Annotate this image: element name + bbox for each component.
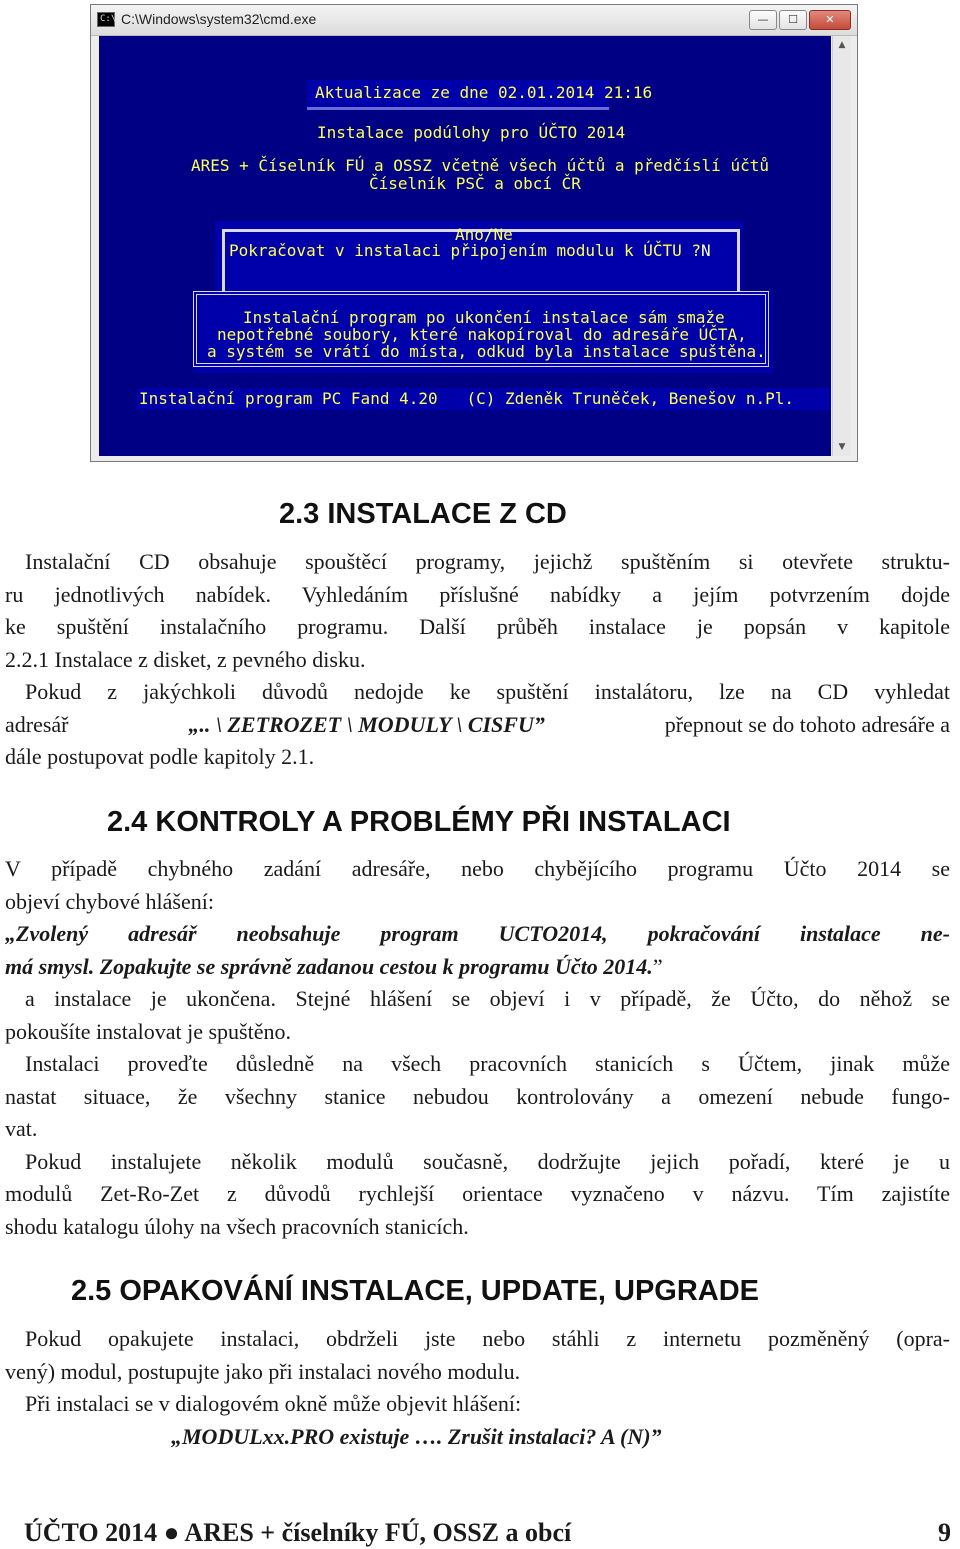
text-line: Pokud opakujete instalaci, obdrželi jste nebo stáhli z internetu pozměněný (opra- bbox=[25, 1326, 950, 1351]
module-exists-message: „MODULxx.PRO existuje …. Zrušit instalaci? A (N)” bbox=[171, 1423, 662, 1449]
heading-2-3: 2.3 INSTALACE Z CD bbox=[279, 498, 567, 530]
minimize-button[interactable]: — bbox=[749, 10, 777, 30]
ares-line: ARES + Číselník FÚ a OSSZ včetně všech účtů a předčíslí účtů bbox=[191, 156, 769, 175]
window-title: C:\Windows\system32\cmd.exe bbox=[121, 11, 317, 27]
text-line: vený) modul, postupujte jako při instalaci nového modulu. bbox=[5, 1358, 521, 1384]
info-line-3: a systém se vrátí do místa, odkud byla instalace spuštěna. bbox=[207, 342, 766, 361]
text-line: V případě chybného zadání adresáře, nebo chybějícího programu Účto 2014 se bbox=[5, 856, 950, 881]
scrollbar[interactable] bbox=[832, 36, 851, 456]
cmd-window bbox=[90, 4, 858, 462]
heading-2-4: 2.4 KONTROLY A PROBLÉMY PŘI INSTALACI bbox=[107, 806, 731, 838]
console-screen bbox=[99, 36, 831, 456]
close-button[interactable]: ✕ bbox=[809, 10, 851, 30]
text-fragment: adresář bbox=[5, 711, 69, 737]
heading-2-5: 2.5 OPAKOVÁNÍ INSTALACE, UPDATE, UPGRADE bbox=[71, 1275, 760, 1307]
text-line: a instalace je ukončena. Stejné hlášení se objeví i v případě, že Účto, do něhož se bbox=[25, 986, 950, 1011]
text-line: Instalační CD obsahuje spouštěcí programy, jejichž spuštěním si otevřete struktu- bbox=[25, 549, 950, 574]
text-line: vat. bbox=[5, 1116, 38, 1141]
text-line: pokoušíte instalovat je spuštěno. bbox=[5, 1018, 291, 1044]
prompt-header: Ano/Ne bbox=[455, 225, 513, 244]
section-2-3-body bbox=[5, 546, 950, 774]
scroll-down-icon[interactable]: ▼ bbox=[838, 442, 846, 452]
text-line: Pokud z jakýchkoli důvodů nedojde ke spuštění instalátoru, lze na CD vyhledat bbox=[25, 679, 950, 704]
text-line: Instalaci proveďte důsledně na všech pracovních stanicích s Účtem, jinak může bbox=[25, 1051, 950, 1076]
info-line-2: nepotřebné soubory, které nakopíroval do adresáře ÚČTA, bbox=[217, 325, 747, 344]
section-2-5-body bbox=[5, 1323, 950, 1453]
cmd-icon: C:\ bbox=[97, 12, 115, 27]
window-titlebar[interactable] bbox=[91, 5, 857, 36]
maximize-button[interactable]: ☐ bbox=[779, 10, 807, 30]
prompt-question: Pokračovat v instalaci připojením modulu k ÚČTU ? bbox=[229, 241, 702, 260]
prompt-answer-input[interactable]: N bbox=[701, 241, 711, 260]
text-line bbox=[5, 709, 950, 742]
text-line: Při instalaci se v dialogovém okně může objevit hlášení: bbox=[25, 1391, 522, 1416]
install-title: Instalace podúlohy pro ÚČTO 2014 bbox=[317, 123, 626, 142]
cd-path: „.. \ ZETROZET \ MODULY \ CISFU” bbox=[188, 711, 545, 737]
text-line: 2.2.1 Instalace z disket, z pevného disku. bbox=[5, 646, 366, 672]
text-line: Pokud instalujete několik modulů současně, dodržujte jejich pořadí, které je u bbox=[25, 1148, 950, 1174]
text-line: dále postupovat podle kapitoly 2.1. bbox=[5, 744, 315, 769]
console-footer: Instalační program PC Fand 4.20 (C) Zdeněk Truněček, Benešov n.Pl. bbox=[139, 389, 795, 408]
info-line-1: Instalační program po ukončení instalace sám smaže bbox=[243, 308, 725, 327]
text-line: nastat situace, že všechny stanice nebudou kontrolovány a omezení nebude fungo- bbox=[5, 1083, 950, 1109]
error-message-line-2: má smysl. Zopakujte se správně zadanou cestou k programu Účto 2014.” bbox=[5, 953, 663, 979]
scroll-up-icon[interactable]: ▲ bbox=[838, 40, 846, 50]
text-line: shodu katalogu úlohy na všech pracovních stanicích. bbox=[5, 1213, 469, 1239]
section-2-4-body bbox=[5, 853, 950, 1243]
page-footer-title: ÚČTO 2014 ● ARES + číselníky FÚ, OSSZ a obcí bbox=[24, 1518, 572, 1547]
page-number: 9 bbox=[938, 1518, 951, 1547]
text-line: objeví chybové hlášení: bbox=[5, 888, 214, 914]
error-message-line-1: „Zvolený adresář neobsahuje program UCTO2014, pokračování instalace ne- bbox=[5, 921, 950, 946]
text-fragment: přepnout se do tohoto adresáře a bbox=[664, 711, 950, 737]
text-line: modulů Zet-Ro-Zet z důvodů rychlejší orientace vyznačeno v názvu. Tím zajistíte bbox=[5, 1181, 950, 1206]
text-line: ru jednotlivých nabídek. Vyhledáním příslušné nabídky a jejím potvrzením dojde bbox=[5, 581, 950, 607]
update-line: Aktualizace ze dne 02.01.2014 21:16 bbox=[315, 83, 653, 102]
text-line: ke spuštění instalačního programu. Další průběh instalace je popsán v kapitole bbox=[5, 614, 950, 639]
psc-line: Číselník PSČ a obcí ČR bbox=[369, 174, 581, 193]
